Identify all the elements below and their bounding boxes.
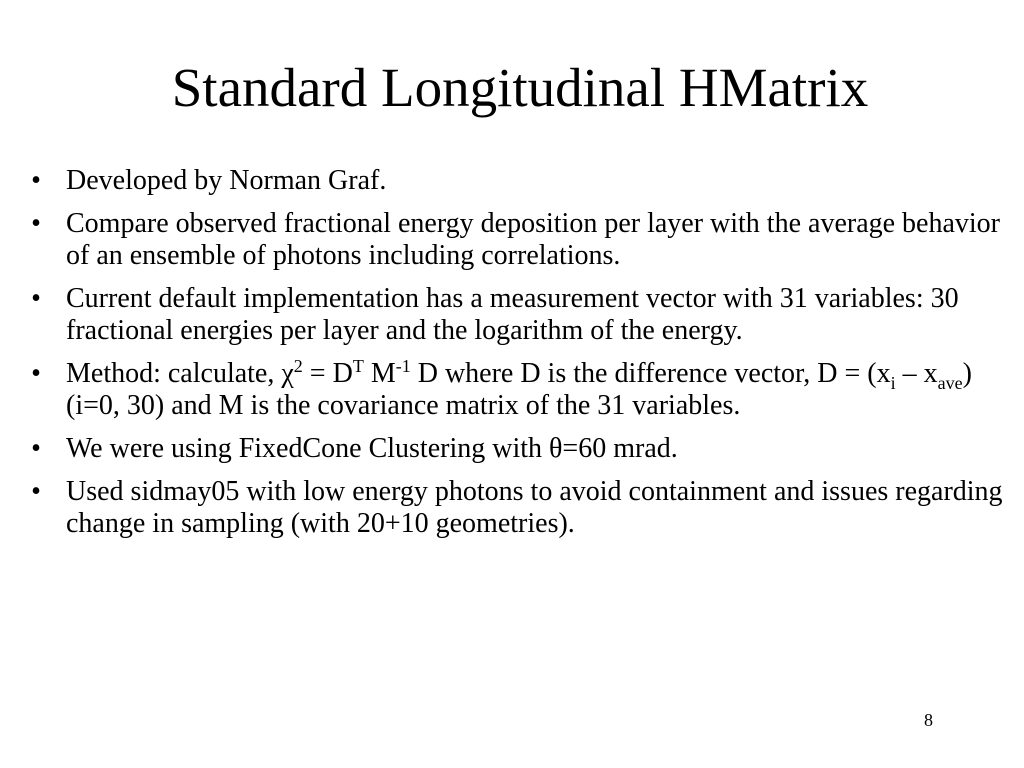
bullet-item-sidmay05: [26, 476, 1016, 540]
bullet-icon: •: [31, 208, 41, 239]
bullet-text: We were using FixedCone Clustering with θ=60 mrad.: [66, 433, 678, 464]
bullet-text: Compare observed fractional energy deposition per layer with the average behavior of an ensemble of photons including correlations.: [66, 208, 1001, 271]
bullet-icon: •: [31, 358, 41, 389]
method-part-1: Method: calculate, χ: [66, 358, 294, 389]
method-part-3: M: [363, 358, 396, 389]
method-part-6: ) (i=0, 30) and M is the covariance matrix of the 31 variables.: [66, 358, 972, 421]
bullet-text: Current default implementation has a measurement vector with 31 variables: 30 fractional energies per layer and the logarithm of the energy.: [66, 283, 959, 346]
superscript-t: T: [352, 356, 364, 376]
method-part-2: = D: [302, 358, 353, 389]
bullet-list: [26, 165, 1016, 551]
superscript-2: 2: [293, 356, 303, 376]
subscript-i: i: [890, 373, 896, 393]
bullet-icon: •: [31, 283, 41, 314]
bullet-icon: •: [31, 165, 41, 196]
bullet-item-clustering: [26, 433, 1016, 465]
subscript-ave: ave: [937, 373, 963, 393]
bullet-text: Used sidmay05 with low energy photons to avoid containment and issues regarding change in sampling (with 20+10 geometries).: [66, 476, 1003, 539]
bullet-item-compare: [26, 208, 1016, 272]
slide-title: Standard Longitudinal HMatrix: [171, 57, 869, 118]
method-text: [66, 358, 1016, 422]
method-part-5: – x: [895, 358, 938, 389]
bullet-item-developed-by: [26, 165, 1016, 197]
bullet-text: Developed by Norman Graf.: [66, 165, 387, 196]
bullet-icon: •: [31, 476, 41, 507]
method-part-4: D where D is the difference vector, D = (x: [410, 358, 891, 389]
page-number: 8: [924, 710, 933, 730]
bullet-item-default-implementation: [26, 283, 1016, 347]
bullet-item-method: [26, 358, 1016, 422]
superscript-minus-1: -1: [395, 356, 411, 376]
bullet-icon: •: [31, 433, 41, 464]
